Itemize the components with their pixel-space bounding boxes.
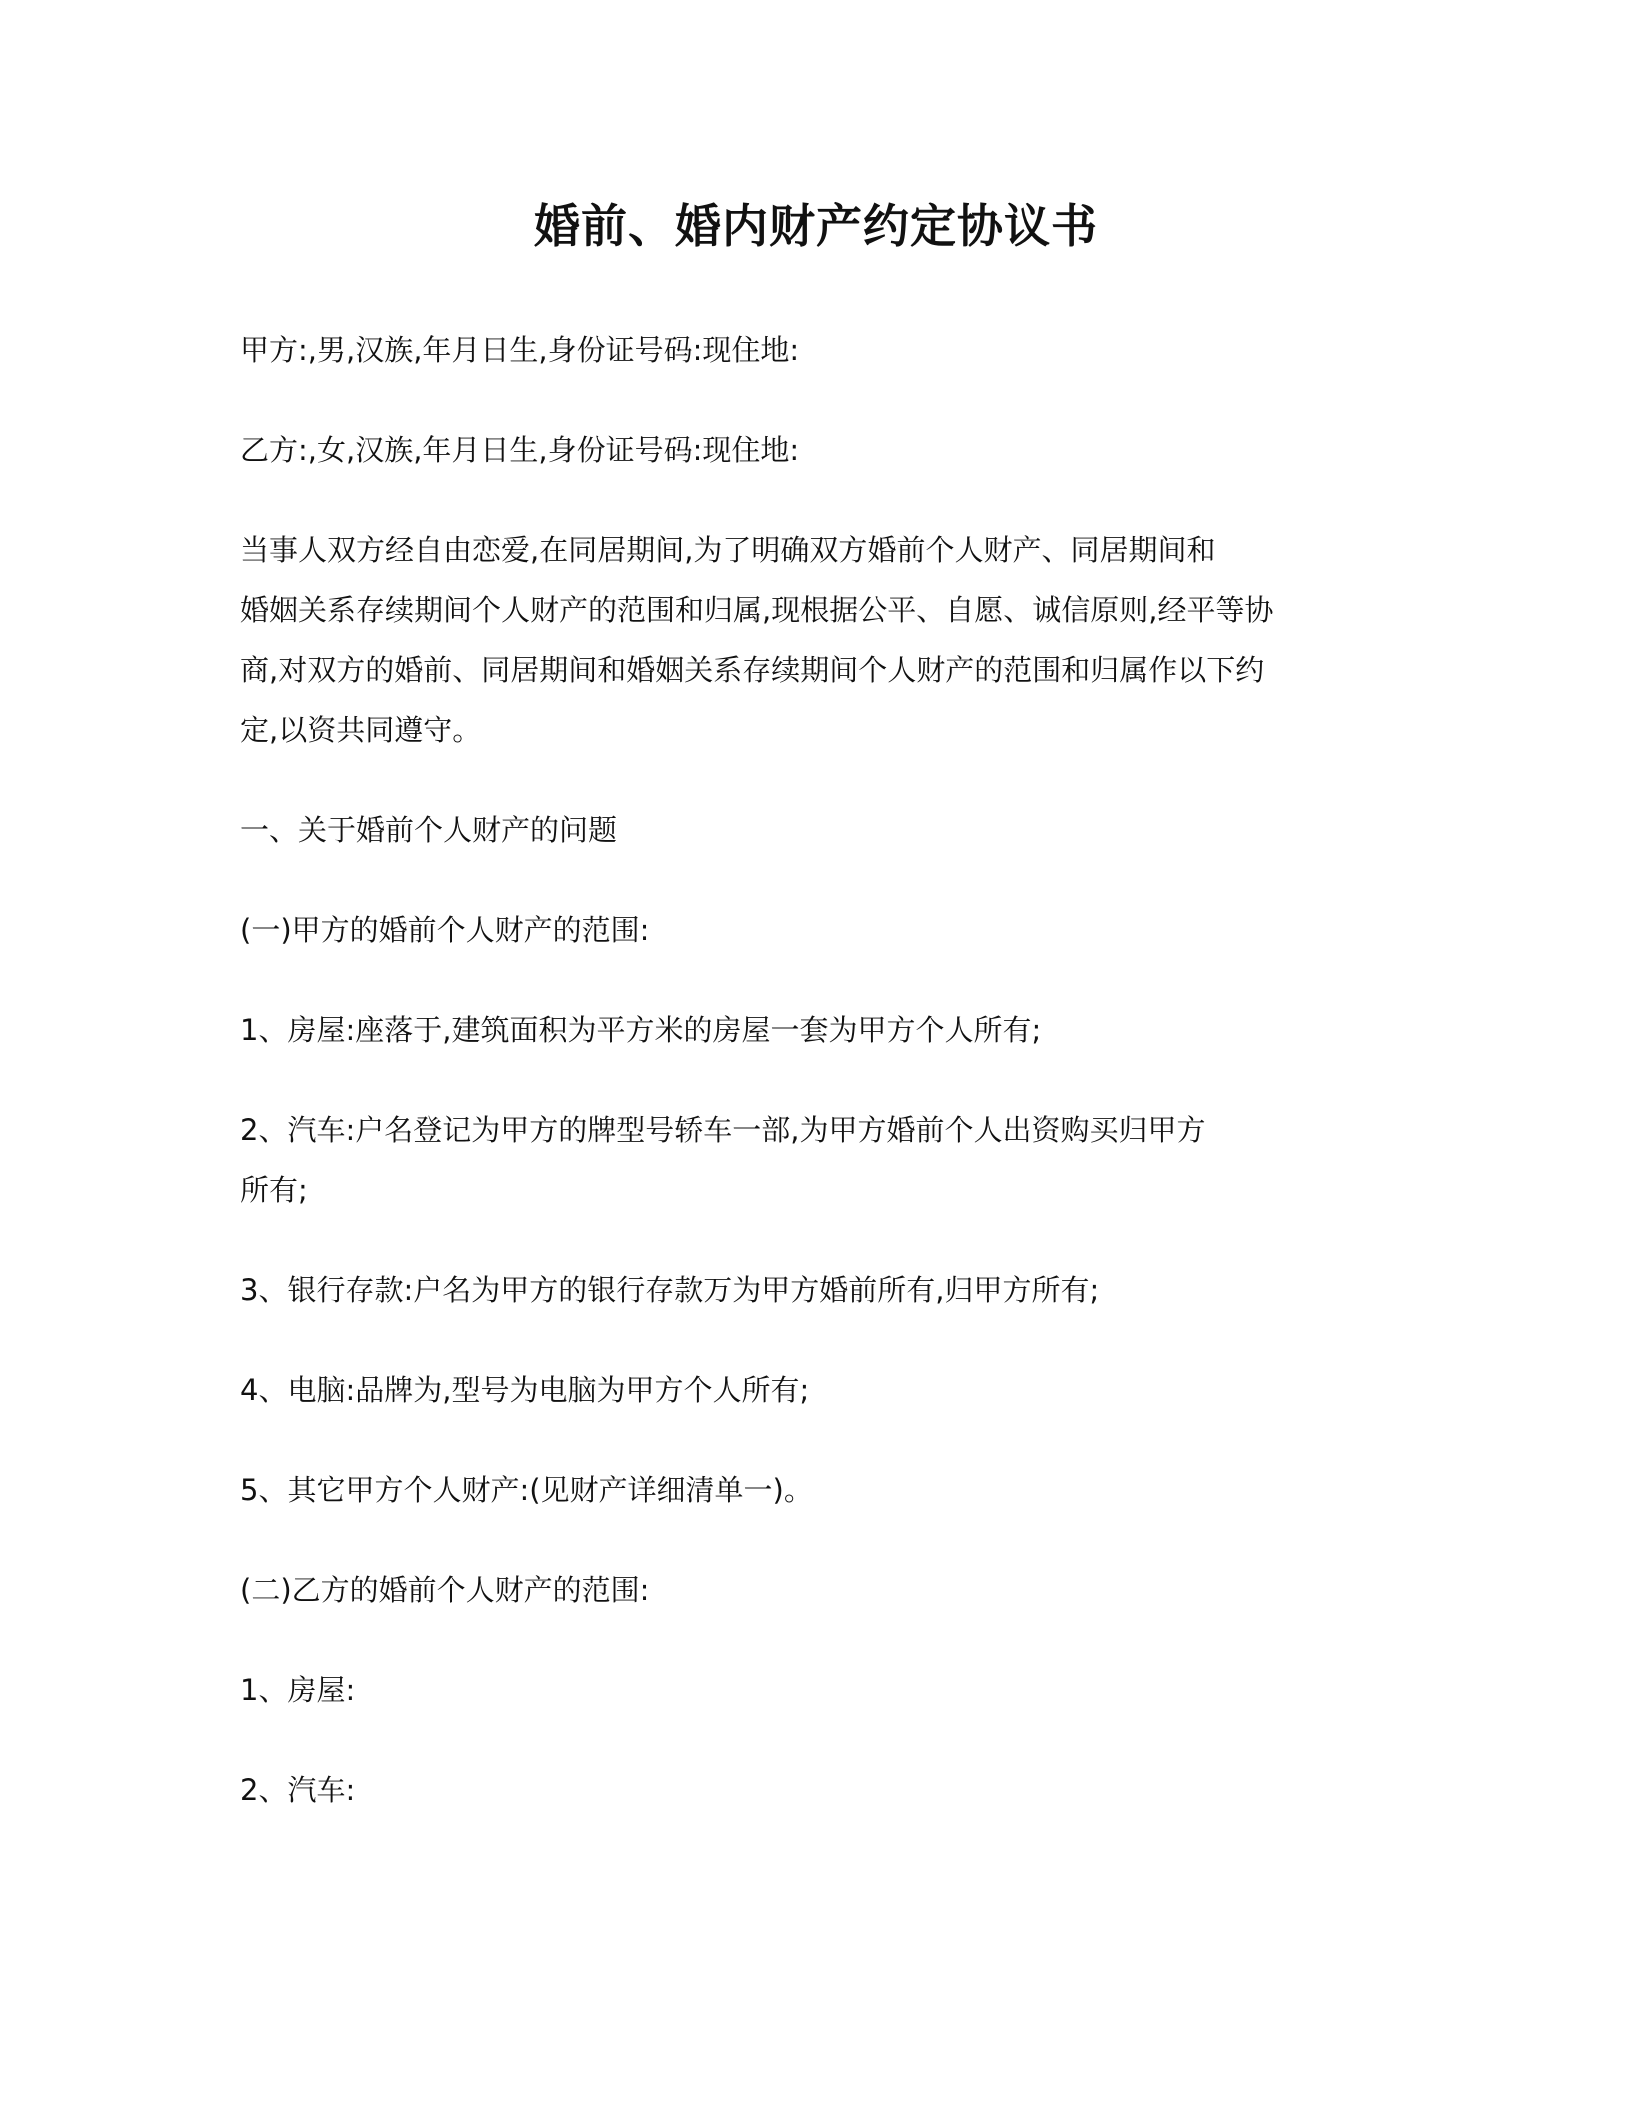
party-b-info: 乙方:,女,汉族,年月日生,身份证号码:现住地: bbox=[240, 433, 800, 467]
party-a-item-3: 3、银行存款:户名为甲方的银行存款万为甲方婚前所有,归甲方所有; bbox=[240, 1273, 1100, 1307]
intro-line-2: 婚姻关系存续期间个人财产的范围和归属,现根据公平、自愿、诚信原则,经平等协 bbox=[240, 593, 1274, 627]
party-a-item-2-line-1: 2、汽车:户名登记为甲方的牌型号轿车一部,为甲方婚前个人出资购买归甲方 bbox=[240, 1113, 1206, 1147]
intro-line-3: 商,对双方的婚前、同居期间和婚姻关系存续期间个人财产的范围和归属作以下约 bbox=[240, 653, 1265, 687]
party-a-item-4: 4、电脑:品牌为,型号为电脑为甲方个人所有; bbox=[240, 1373, 810, 1407]
party-a-item-5: 5、其它甲方个人财产:(见财产详细清单一)。 bbox=[240, 1473, 813, 1507]
intro-line-4: 定,以资共同遵守。 bbox=[240, 713, 482, 747]
intro-line-1: 当事人双方经自由恋爱,在同居期间,为了明确双方婚前个人财产、同居期间和 bbox=[240, 533, 1216, 567]
section-1-heading: 一、关于婚前个人财产的问题 bbox=[240, 813, 618, 847]
party-a-item-1: 1、房屋:座落于,建筑面积为平方米的房屋一套为甲方个人所有; bbox=[240, 1013, 1042, 1047]
party-b-scope-heading: (二)乙方的婚前个人财产的范围: bbox=[240, 1573, 650, 1607]
party-a-item-2-line-2: 所有; bbox=[240, 1173, 308, 1207]
party-a-info: 甲方:,男,汉族,年月日生,身份证号码:现住地: bbox=[240, 333, 800, 367]
document-title: 婚前、婚内财产约定协议书 bbox=[534, 199, 1098, 253]
party-a-scope-heading: (一)甲方的婚前个人财产的范围: bbox=[240, 913, 650, 947]
party-b-item-2: 2、汽车: bbox=[240, 1773, 356, 1807]
party-b-item-1: 1、房屋: bbox=[240, 1673, 356, 1707]
